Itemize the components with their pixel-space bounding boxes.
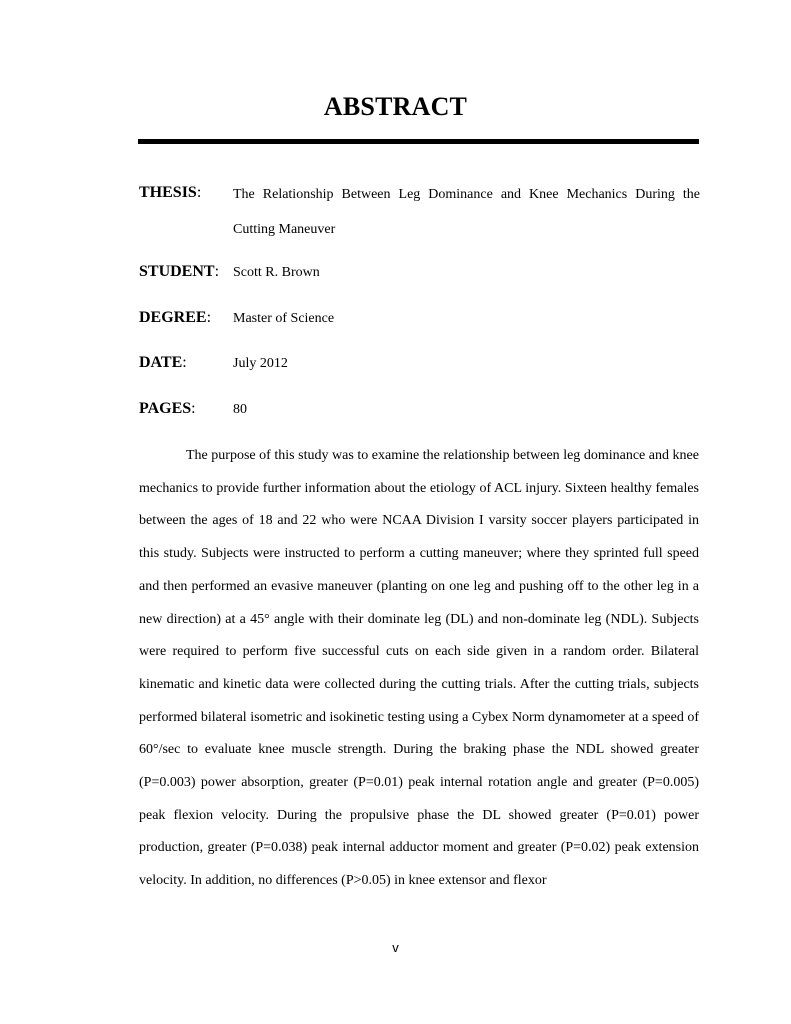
pages-label: PAGES: [139, 400, 196, 417]
thesis-label: THESIS: [139, 184, 202, 201]
thesis-field [139, 176, 700, 246]
abstract-body: The purpose of this study was to examine the relationship between leg dominance and knee mechanics to provide further information about the etiology of ACL injury. Sixteen healthy females between the ages of 18 and 22 who were NCAA Division I varsity soccer players participated in this study. Subjects were instructed to perform a cutting maneuver; where they sprinted full speed and then performed an evasive maneuver (planting on one leg and pushing off to the other leg in a new direction) at a 45° angle with their dominate leg (DL) and non-dominate leg (NDL). Subjects were required to perform five successful cuts on each side given in a random order. Bilateral kinematic and kinetic data were collected during the cutting trials. After the cutting trials, subjects performed bilateral isometric and isokinetic testing using a Cybex Norm dynamometer at a speed of 60°/sec to evaluate knee muscle strength. During the braking phase the NDL showed greater (P=0.003) power absorption, greater (P=0.01) peak internal rotation angle and greater (P=0.005) peak flexion velocity. During the propulsive phase the DL showed greater (P=0.01) power production, greater (P=0.038) peak internal adductor moment and greater (P=0.02) peak extension velocity. In addition, no differences (P>0.05) in knee extensor and flexor [139, 448, 699, 889]
thesis-value: The Relationship Between Leg Dominance and Knee Mechanics During the Cutting Maneuver [233, 187, 700, 237]
student-label: STUDENT: [139, 263, 220, 280]
pages-field [139, 392, 700, 426]
student-field [139, 255, 700, 289]
date-label: DATE: [139, 354, 187, 371]
date-field [139, 346, 700, 380]
degree-value: Master of Science [233, 311, 335, 326]
date-value: July 2012 [233, 356, 288, 371]
degree-field [139, 301, 700, 335]
pages-value: 80 [233, 402, 247, 417]
page-number: v [392, 940, 399, 955]
student-value: Scott R. Brown [233, 265, 320, 280]
degree-label: DEGREE: [139, 309, 212, 326]
title-divider [138, 139, 699, 144]
page-title: ABSTRACT [323, 92, 468, 121]
